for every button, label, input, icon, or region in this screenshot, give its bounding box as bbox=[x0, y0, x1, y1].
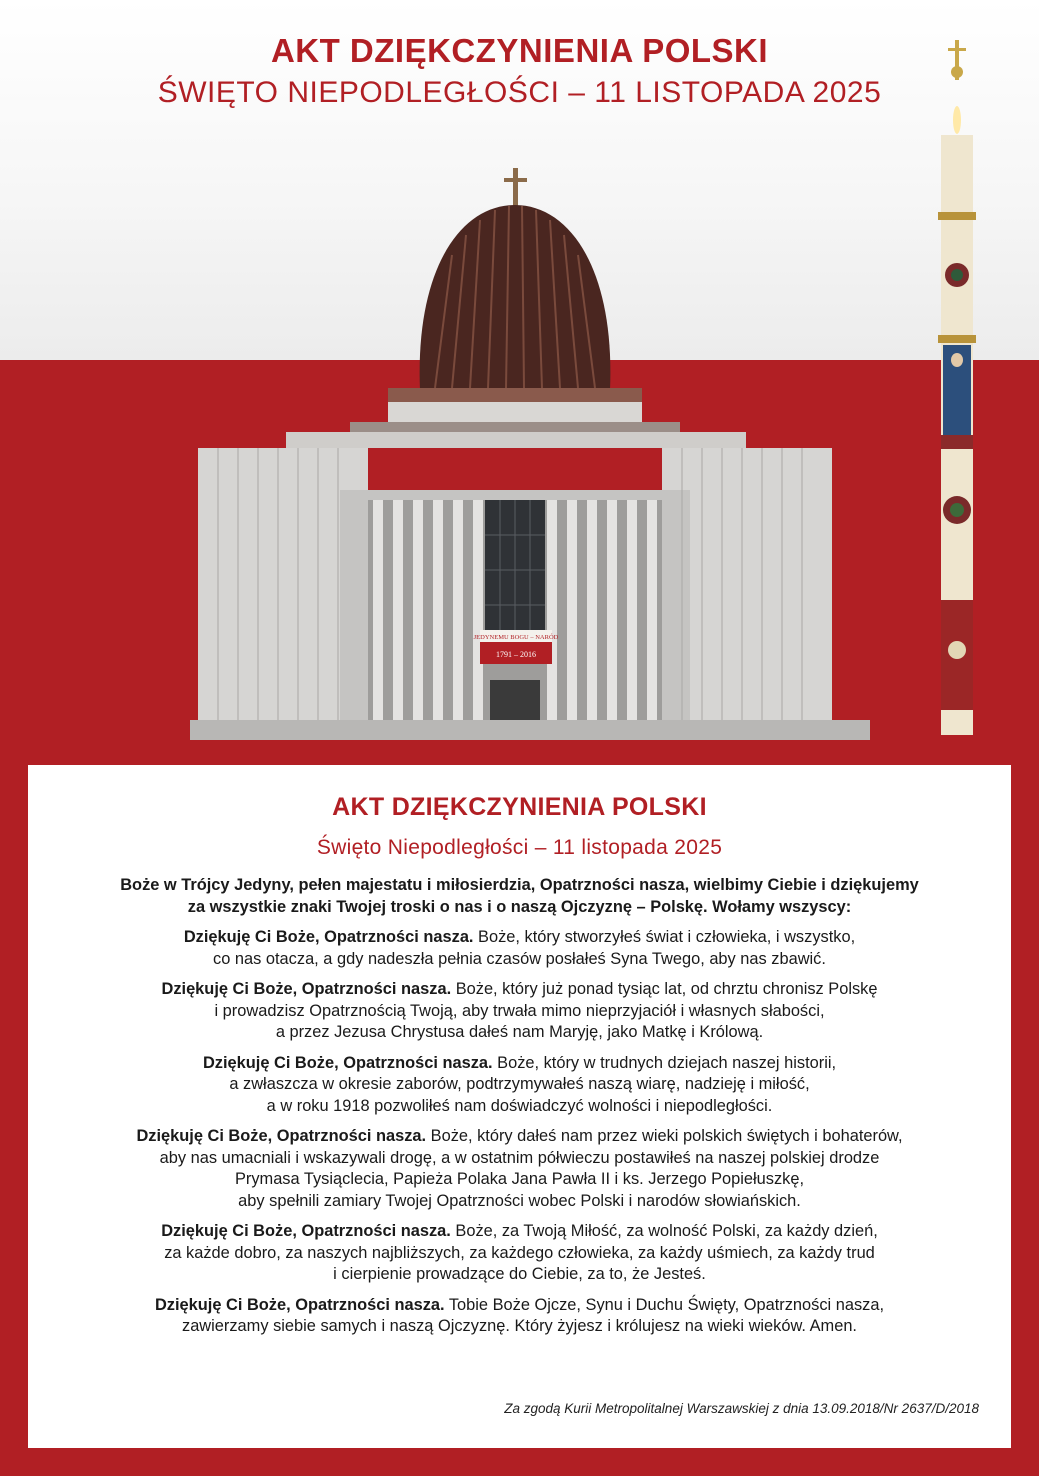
paragraph-line: Boże, który stworzyłeś świat i człowieka, i wszystko, bbox=[473, 928, 856, 946]
prayer-paragraph-5 bbox=[48, 1221, 991, 1286]
refrain: Dziękuję Ci Boże, Opatrzności nasza. bbox=[154, 1295, 445, 1314]
banner-text-top: JEDYNEMU BOGU – NARÓD bbox=[473, 634, 559, 641]
paragraph-line: i prowadzisz Opatrznością Twoją, aby trwała mimo nieprzyjaciół i własnych słabości, bbox=[214, 1001, 825, 1020]
prayer-paragraph-4 bbox=[48, 1126, 991, 1212]
prayer-paragraph-6 bbox=[48, 1295, 991, 1338]
paragraph-line: Boże, za Twoją Miłość, za wolność Polski, za każdy dzień, bbox=[450, 1222, 878, 1240]
card-subtitle: Święto Niepodległości – 11 listopada 2025 bbox=[316, 836, 723, 859]
paragraph-line: za każde dobro, za naszych najbliższych, za każdego człowieka, za każdy uśmiech, za każdy trud bbox=[164, 1243, 875, 1262]
paragraph-line: co nas otacza, a gdy nadeszła pełnia czasów posłałeś Syna Twego, aby nas zbawić. bbox=[213, 949, 826, 968]
intro-line: Boże w Trójcy Jedyny, pełen majestatu i miłosierdzia, Opatrzności nasza, wielbimy Ciebie i dziękujemy bbox=[120, 876, 919, 894]
paragraph-line: Tobie Boże Ojcze, Synu i Duchu Święty, Opatrzności nasza, bbox=[444, 1295, 885, 1314]
paragraph-line: i cierpienie prowadzące do Ciebie, za to, że Jesteś. bbox=[333, 1265, 706, 1283]
paragraph-line: Prymasa Tysiąclecia, Papieża Polaka Jana Pawła II i ks. Jerzego Popiełuszkę, bbox=[234, 1170, 805, 1188]
refrain: Dziękuję Ci Boże, Opatrzności nasza. bbox=[183, 928, 474, 946]
basilica-illustration bbox=[190, 160, 870, 740]
paragraph-line: a przez Jezusa Chrystusa dałeś nam Maryję, jako Matkę i Królową. bbox=[275, 1023, 764, 1041]
prayer-paragraph-2 bbox=[48, 979, 991, 1044]
paragraph-line: a zwłaszcza w okresie zaborów, podtrzymywałeś naszą wiarę, nadzieję i miłość, bbox=[229, 1075, 810, 1093]
paragraph-line: aby spełnili zamiary Twojej Opatrzności wobec Polski i narodów słowiańskich. bbox=[238, 1191, 801, 1210]
paragraph-line: zawierzamy siebie samych i naszą Ojczyznę. Który żyjesz i królujesz na wieki wieków. Amen. bbox=[182, 1317, 857, 1335]
paragraph-line: Boże, który w trudnych dziejach naszej historii, bbox=[492, 1053, 837, 1072]
paragraph-line: aby nas umacniali i wskazywali drogę, a w ostatnim półwieczu postawiłeś na naszej polskiej drodze bbox=[159, 1148, 880, 1167]
prayer-text bbox=[48, 875, 991, 1347]
paragraph-line: Boże, który dałeś nam przez wieki polskich świętych i bohaterów, bbox=[426, 1127, 903, 1145]
page-subtitle: ŚWIĘTO NIEPODLEGŁOŚCI – 11 LISTOPADA 2025 bbox=[157, 76, 882, 109]
prayer-paragraph-1 bbox=[48, 927, 991, 970]
intro-line: za wszystkie znaki Twojej troski o nas i o naszą Ojczyznę – Polskę. Wołamy wszyscy: bbox=[187, 897, 852, 916]
refrain: Dziękuję Ci Boże, Opatrzności nasza. bbox=[202, 1053, 493, 1072]
refrain: Dziękuję Ci Boże, Opatrzności nasza. bbox=[136, 1127, 427, 1145]
paragraph-line: a w roku 1918 pozwoliłeś nam doświadczyć wolności i niepodległości. bbox=[266, 1096, 773, 1115]
prayer-intro bbox=[48, 875, 991, 918]
banner-text-years: 1791 – 2016 bbox=[496, 650, 536, 659]
approval-note: Za zgodą Kurii Metropolitalnej Warszawskiej z dnia 13.09.2018/Nr 2637/D/2018 bbox=[504, 1401, 979, 1416]
candle-illustration bbox=[932, 40, 982, 740]
refrain: Dziękuję Ci Boże, Opatrzności nasza. bbox=[161, 980, 452, 998]
paragraph-line: Boże, który już ponad tysiąc lat, od chrztu chronisz Polskę bbox=[451, 980, 878, 998]
page-title: AKT DZIĘKCZYNIENIA POLSKI bbox=[270, 32, 769, 69]
card-title: AKT DZIĘKCZYNIENIA POLSKI bbox=[332, 793, 707, 821]
refrain: Dziękuję Ci Boże, Opatrzności nasza. bbox=[161, 1222, 451, 1240]
prayer-card bbox=[28, 765, 1011, 1448]
prayer-paragraph-3 bbox=[48, 1053, 991, 1118]
